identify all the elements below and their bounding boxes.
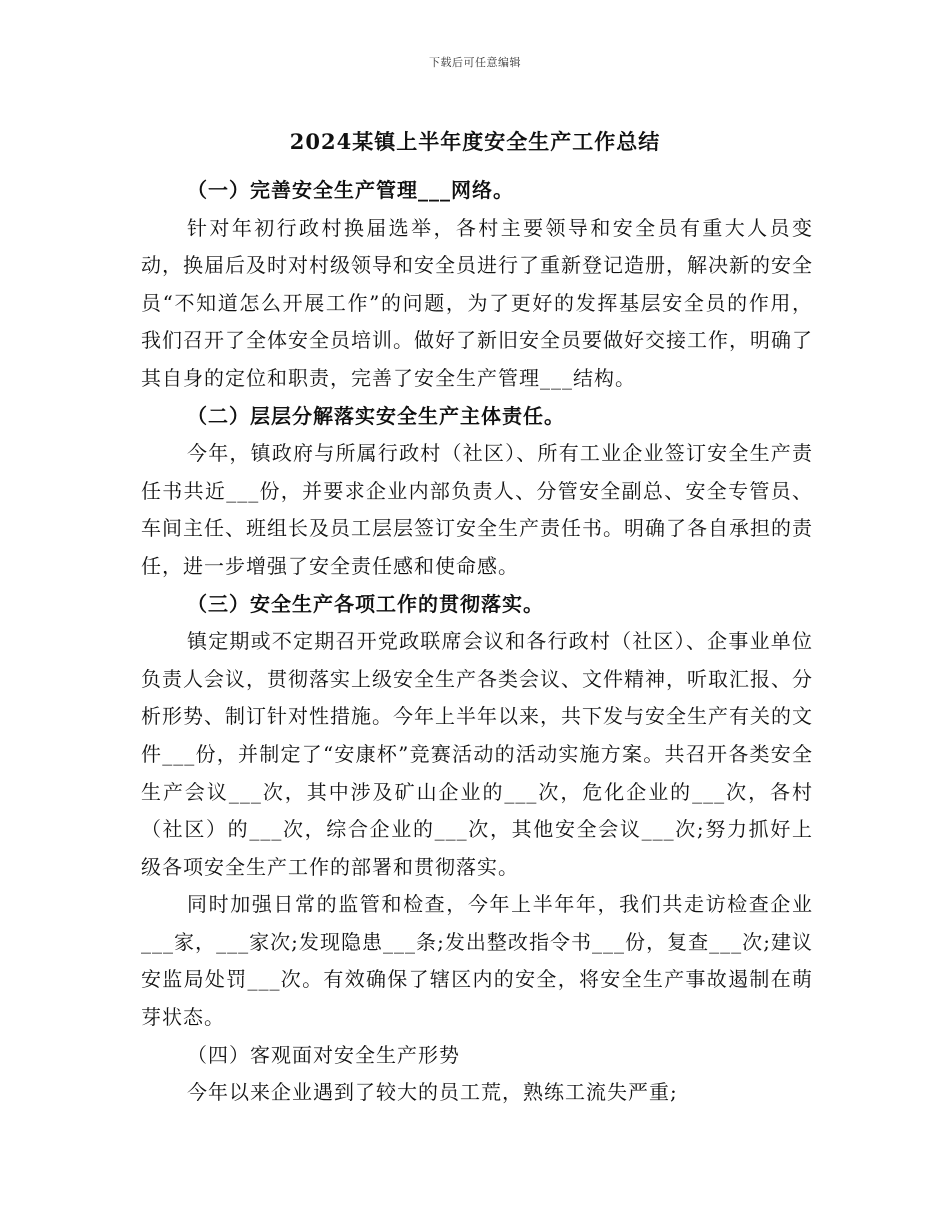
section-heading: （三）安全生产各项工作的贯彻落实。 xyxy=(187,591,544,616)
document-body xyxy=(141,172,813,1112)
section-2 xyxy=(141,398,813,586)
page-header-note: 下载后可任意编辑 xyxy=(429,56,521,69)
document-title: 2024某镇上半年度安全生产工作总结 xyxy=(289,129,661,154)
paragraph: 今年以来企业遇到了较大的员工荒，熟练工流失严重; xyxy=(187,1080,678,1105)
paragraph: 同时加强日常的监管和检查，今年上半年年，我们共走访检查企业___家，___家次;发现隐患___条;发出整改指令书___份，复查___次;建议安监局处罚___次。有效确保了辖区内的安全，将安全生产事故遏制在萌芽状态。 xyxy=(141,892,813,1030)
section-1 xyxy=(141,172,813,398)
section-3 xyxy=(141,586,813,1037)
section-heading: （四）客观面对安全生产形势 xyxy=(187,1042,460,1067)
paragraph: 今年，镇政府与所属行政村（社区）、所有工业企业签订安全生产责任书共近___份，并要求企业内部负责人、分管安全副总、安全专管员、车间主任、班组长及员工层层签订安全生产责任书。明确了各自承担的责任，进一步增强了安全责任感和使命感。 xyxy=(141,441,813,578)
paragraph: 镇定期或不定期召开党政联席会议和各行政村（社区）、企事业单位负责人会议，贯彻落实上级安全生产各类会议、文件精神，听取汇报、分析形势、制订针对性措施。今年上半年以来，共下发与安全生产有关的文件___份，并制定了“安康杯”竞赛活动的活动实施方案。共召开各类安全生产会议___次，其中涉及矿山企业的___次，危化企业的___次，各村（社区）的___次，综合企业的___次，其他安全会议___次;努力抓好上级各项安全生产工作的部署和贯彻落实。 xyxy=(141,629,813,879)
section-heading: （一）完善安全生产管理___网络。 xyxy=(187,178,514,202)
section-heading: （二）层层分解落实安全生产主体责任。 xyxy=(187,403,565,428)
paragraph: 针对年初行政村换届选举，各村主要领导和安全员有重大人员变动，换届后及时对村级领导和安全员进行了重新登记造册，解决新的安全员“不知道怎么开展工作”的问题，为了更好的发挥基层安全员的作用，我们召开了全体安全员培训。做好了新旧安全员要做好交接工作，明确了其自身的定位和职责，完善了安全生产管理___结构。 xyxy=(141,215,813,390)
section-4 xyxy=(141,1037,813,1112)
